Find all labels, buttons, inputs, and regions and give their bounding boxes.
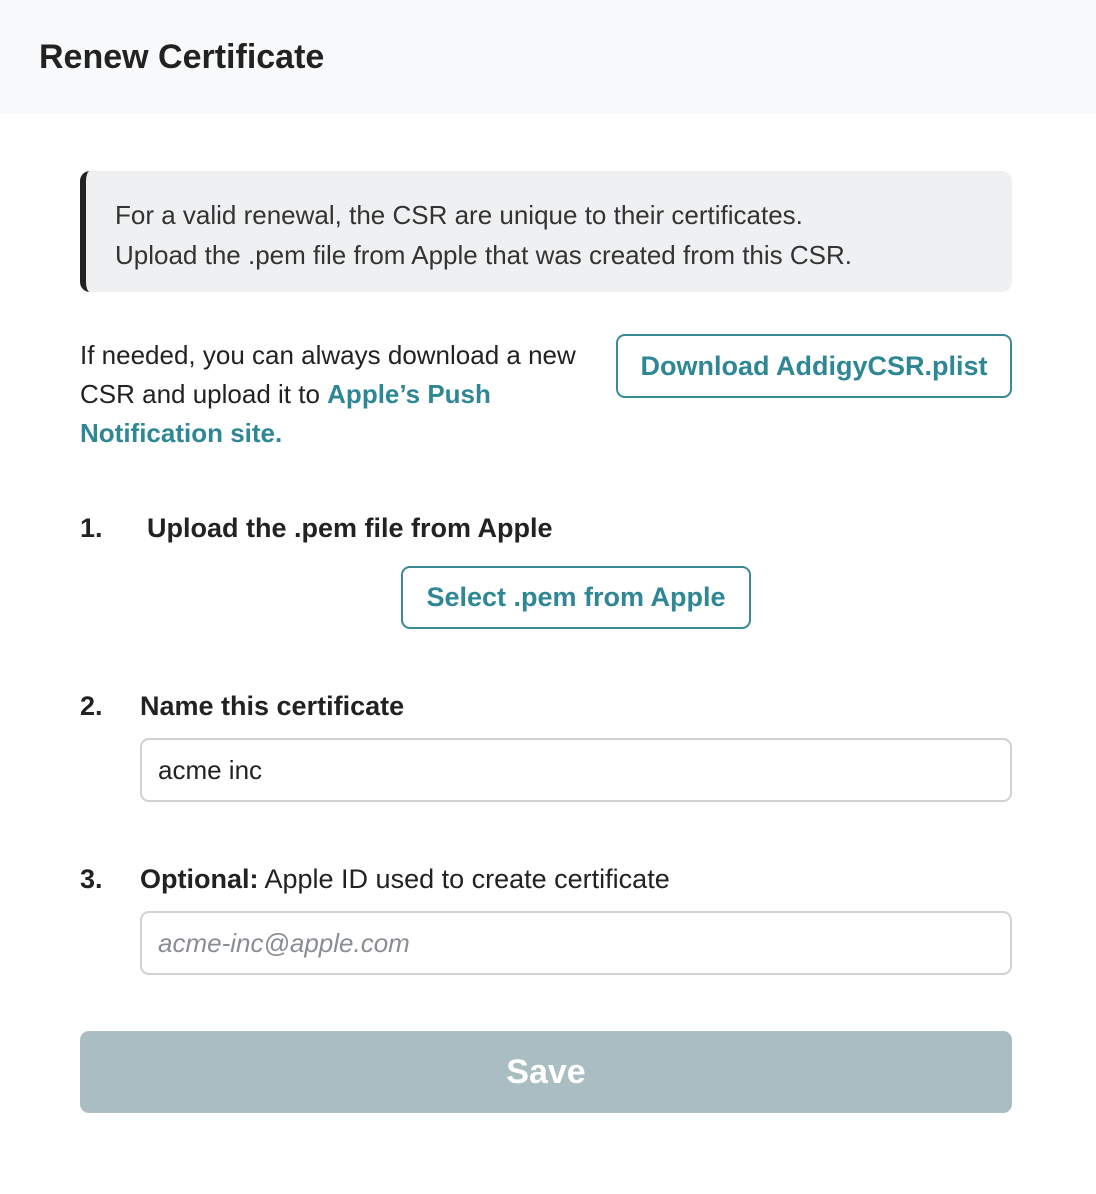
- certificate-name-input[interactable]: [140, 738, 1012, 802]
- notice-line-1: For a valid renewal, the CSR are unique to their certificates.: [115, 200, 803, 230]
- help-text: [80, 336, 590, 453]
- step-1-number: 1.: [80, 513, 103, 543]
- step-2-label: Name this certificate: [140, 691, 405, 721]
- select-pem-button[interactable]: Select .pem from Apple: [401, 566, 751, 629]
- notice-line-2: Upload the .pem file from Apple that was created from this CSR.: [115, 240, 853, 270]
- info-notice: [80, 171, 1012, 292]
- step-3-label: [140, 862, 670, 896]
- step-3-number: 3.: [80, 864, 103, 894]
- apple-id-input[interactable]: [140, 911, 1012, 975]
- save-button[interactable]: Save: [80, 1031, 1012, 1113]
- download-csr-button[interactable]: Download AddigyCSR.plist: [616, 334, 1012, 398]
- modal-title: Renew Certificate: [39, 38, 325, 76]
- step-3-label-text: Apple ID used to create certificate: [258, 864, 670, 894]
- help-text-body: If needed, you can always download a new CSR and upload it to: [80, 340, 576, 409]
- apple-push-notification-link[interactable]: Apple’s Push Notification site.: [80, 379, 491, 448]
- step-3-optional-label: Optional:: [140, 864, 259, 894]
- step-1-label: Upload the .pem file from Apple: [147, 513, 553, 543]
- modal-header: [0, 0, 1096, 114]
- step-2-number: 2.: [80, 691, 103, 721]
